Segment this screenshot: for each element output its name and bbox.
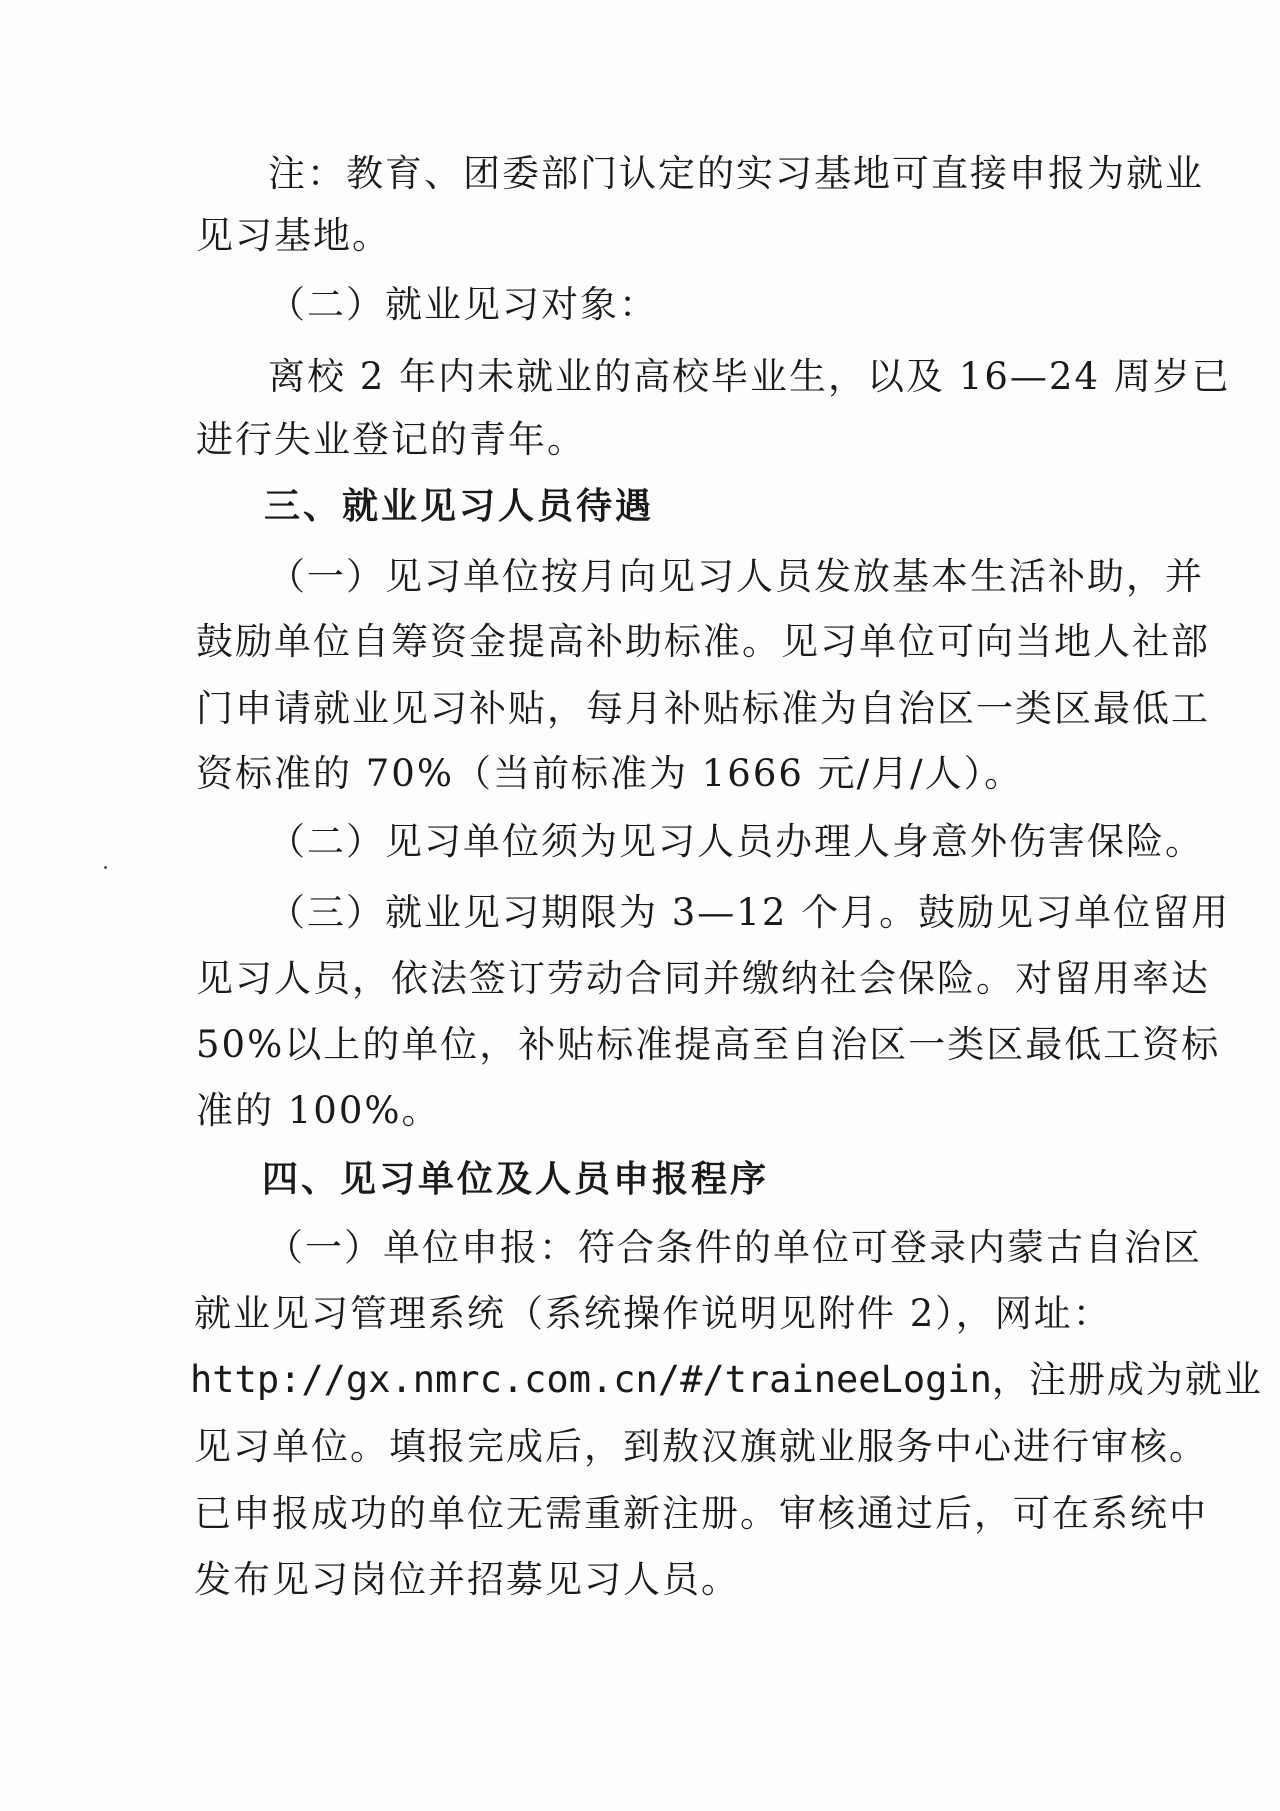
section3-item1-line-4: 资标准的 70%（当前标准为 1666 元/月/人）。 — [196, 752, 1024, 795]
section3-item3-line-4: 准的 100%。 — [196, 1089, 441, 1132]
section-heading-4: 四、见习单位及人员申报程序 — [262, 1159, 770, 1200]
section4-item1-line-1: （一）单位申报：符合条件的单位可登录内蒙古自治区 — [266, 1226, 1202, 1269]
section3-item1-line-1: （一）见习单位按月向见习人员发放基本生活补助，并 — [268, 555, 1204, 598]
section3-item1-line-3: 门申请就业见习补贴，每月补贴标准为自治区一类区最低工 — [196, 687, 1210, 730]
trainee-targets-line-1: 离校 2 年内未就业的高校毕业生，以及 16—24 周岁已 — [268, 355, 1231, 398]
section4-item1-line-6: 发布见习岗位并招募见习人员。 — [194, 1558, 740, 1601]
section4-item1-line-5: 已申报成功的单位无需重新注册。审核通过后，可在系统中 — [194, 1492, 1208, 1535]
section3-item3-line-3: 50%以上的单位，补贴标准提高至自治区一类区最低工资标 — [196, 1023, 1221, 1066]
section4-item1-line-3 — [190, 1358, 1263, 1402]
section3-item2-line-1: （二）见习单位须为见习人员办理人身意外伤害保险。 — [268, 820, 1204, 863]
scan-speck — [104, 866, 107, 869]
section4-item1-line-3-rest: 注册成为就业 — [1028, 1358, 1263, 1401]
section-heading-3: 三、就业见习人员待遇 — [264, 486, 655, 527]
section4-item1-line-4: 见习单位。填报完成后，到敖汉旗就业服务中心进行审核。 — [194, 1425, 1208, 1468]
section3-item3-line-1: （三）就业见习期限为 3—12 个月。鼓励见习单位留用 — [268, 891, 1231, 934]
system-url-link[interactable]: http://gx.nmrc.com.cn/#/traineeLogin， — [190, 1358, 1029, 1401]
subsection-title-trainee-targets: （二）就业见习对象： — [268, 283, 658, 326]
section3-item3-line-2: 见习人员，依法签订劳动合同并缴纳社会保险。对留用率达 — [196, 957, 1210, 1000]
section3-item1-line-2: 鼓励单位自筹资金提高补助标准。见习单位可向当地人社部 — [196, 620, 1210, 663]
section4-item1-line-2: 就业见习管理系统（系统操作说明见附件 2），网址： — [194, 1292, 1112, 1335]
note-line-2: 见习基地。 — [196, 214, 391, 257]
trainee-targets-line-2: 进行失业登记的青年。 — [196, 418, 586, 461]
note-line-1: 注：教育、团委部门认定的实习基地可直接申报为就业 — [268, 152, 1204, 195]
